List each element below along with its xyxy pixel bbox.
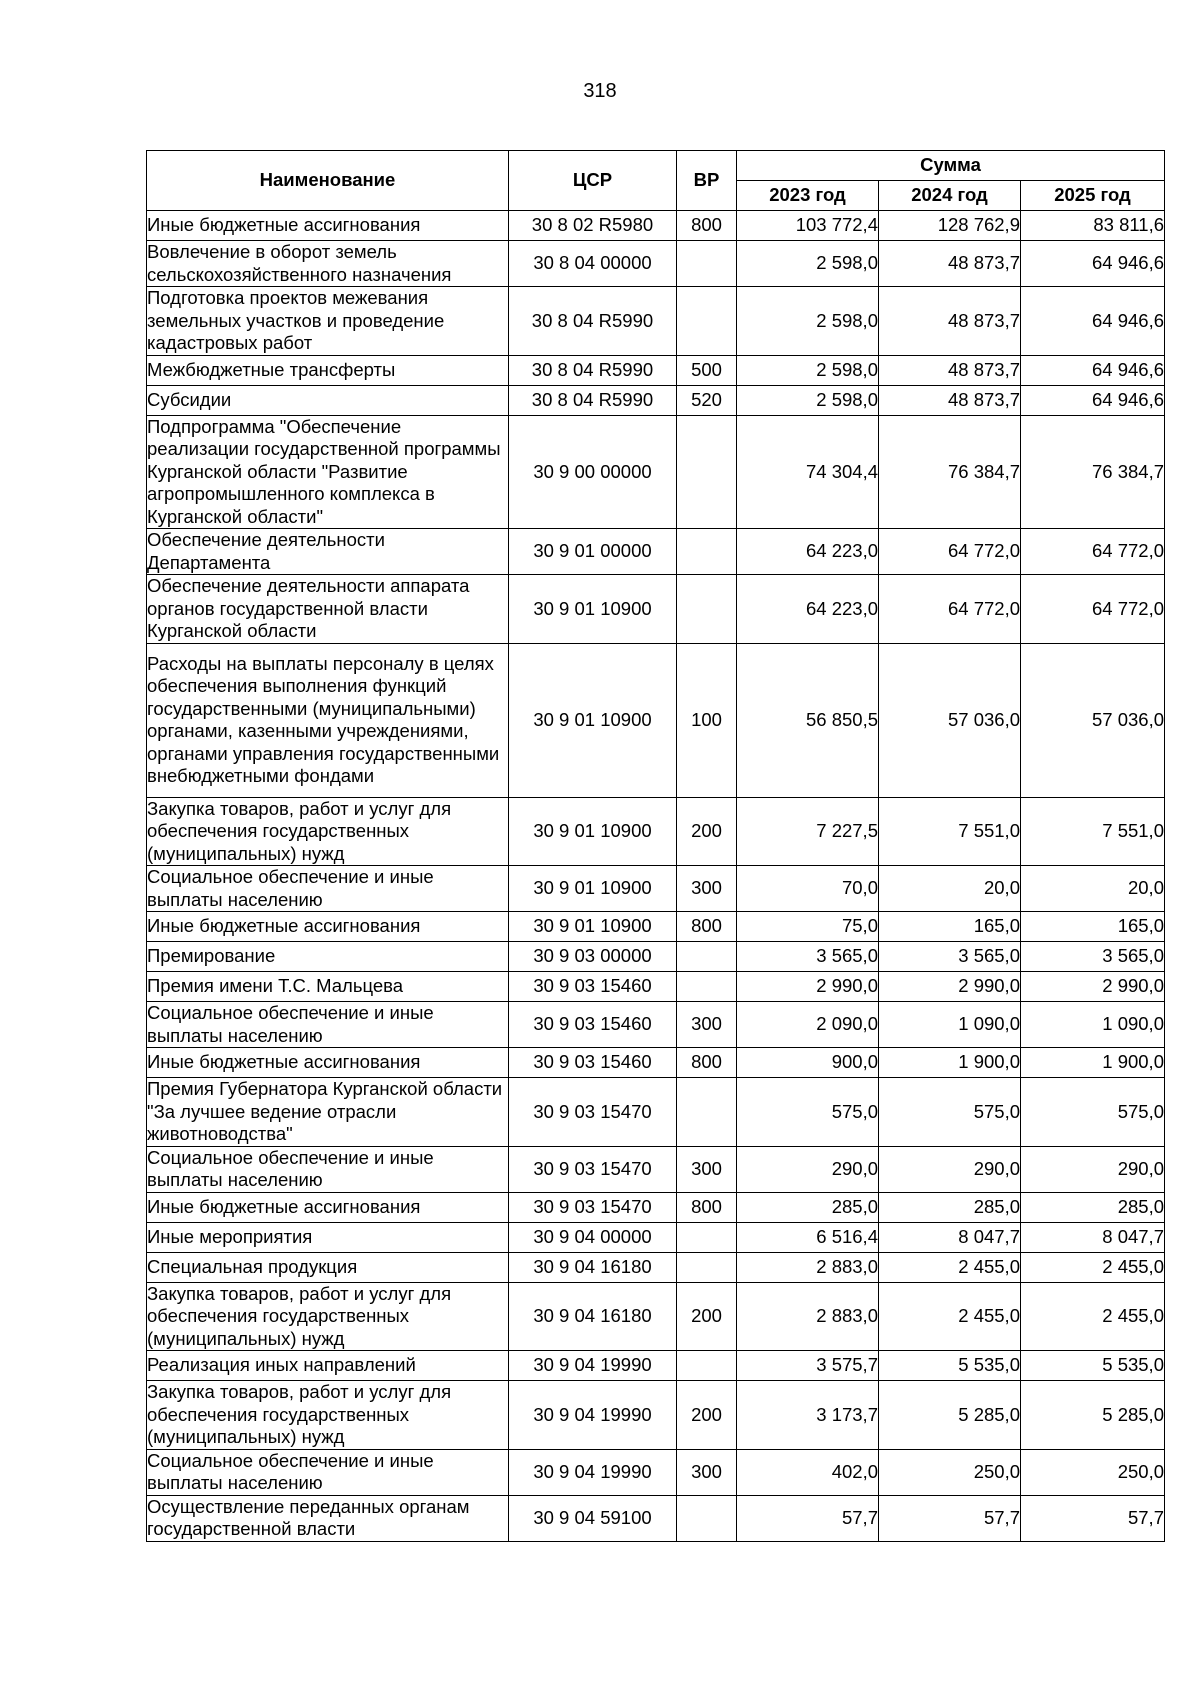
cell-vr [677, 575, 737, 644]
cell-csr: 30 9 04 16180 [509, 1252, 677, 1282]
table-row [147, 1002, 1165, 1048]
cell-vr: 800 [677, 1192, 737, 1222]
table-row [147, 1495, 1165, 1541]
cell-2024: 1 090,0 [879, 1002, 1021, 1048]
table-row [147, 287, 1165, 356]
cell-vr [677, 1252, 737, 1282]
cell-name: Осуществление переданных органам государственной власти [147, 1495, 509, 1541]
header-2024: 2024 год [879, 181, 1021, 211]
cell-csr: 30 9 01 10900 [509, 797, 677, 866]
cell-name: Закупка товаров, работ и услуг для обеспечения государственных (муниципальных) нужд [147, 1381, 509, 1450]
cell-2023: 75,0 [737, 912, 879, 942]
cell-csr: 30 8 04 R5990 [509, 385, 677, 415]
cell-vr: 300 [677, 1002, 737, 1048]
cell-name: Иные бюджетные ассигнования [147, 211, 509, 241]
table-row [147, 1351, 1165, 1381]
cell-name: Социальное обеспечение и иные выплаты населению [147, 1002, 509, 1048]
cell-vr: 300 [677, 1449, 737, 1495]
cell-2023: 57,7 [737, 1495, 879, 1541]
table-row [147, 211, 1165, 241]
cell-csr: 30 9 03 15460 [509, 1048, 677, 1078]
cell-name: Социальное обеспечение и иные выплаты населению [147, 1146, 509, 1192]
cell-2025: 1 090,0 [1021, 1002, 1165, 1048]
cell-vr [677, 1078, 737, 1147]
cell-2025: 7 551,0 [1021, 797, 1165, 866]
cell-2024: 2 455,0 [879, 1252, 1021, 1282]
cell-2025: 5 535,0 [1021, 1351, 1165, 1381]
table-row [147, 241, 1165, 287]
table-row [147, 1078, 1165, 1147]
cell-2023: 70,0 [737, 866, 879, 912]
cell-2024: 128 762,9 [879, 211, 1021, 241]
cell-vr [677, 972, 737, 1002]
cell-2024: 7 551,0 [879, 797, 1021, 866]
table-row [147, 1282, 1165, 1351]
table-row [147, 415, 1165, 529]
cell-vr [677, 241, 737, 287]
cell-2023: 3 565,0 [737, 942, 879, 972]
cell-vr [677, 529, 737, 575]
cell-2023: 2 598,0 [737, 355, 879, 385]
cell-name: Субсидии [147, 385, 509, 415]
table-row [147, 355, 1165, 385]
table-row [147, 1146, 1165, 1192]
cell-name: Специальная продукция [147, 1252, 509, 1282]
cell-csr: 30 9 01 10900 [509, 643, 677, 797]
cell-csr: 30 9 04 00000 [509, 1222, 677, 1252]
cell-2024: 250,0 [879, 1449, 1021, 1495]
cell-name: Иные бюджетные ассигнования [147, 1048, 509, 1078]
cell-2025: 250,0 [1021, 1449, 1165, 1495]
cell-csr: 30 9 01 00000 [509, 529, 677, 575]
cell-2025: 290,0 [1021, 1146, 1165, 1192]
cell-2024: 20,0 [879, 866, 1021, 912]
cell-name: Обеспечение деятельности аппарата органов государственной власти Курганской области [147, 575, 509, 644]
cell-2024: 285,0 [879, 1192, 1021, 1222]
cell-csr: 30 9 03 15470 [509, 1192, 677, 1222]
cell-2025: 2 455,0 [1021, 1282, 1165, 1351]
cell-name: Подпрограмма "Обеспечение реализации государственной программы Курганской области "Развитие агропромышленного комплекса в Курганской области" [147, 415, 509, 529]
cell-csr: 30 9 04 59100 [509, 1495, 677, 1541]
cell-vr: 800 [677, 912, 737, 942]
header-vr: ВР [677, 151, 737, 211]
cell-csr: 30 9 04 19990 [509, 1351, 677, 1381]
cell-name: Подготовка проектов межевания земельных участков и проведение кадастровых работ [147, 287, 509, 356]
table-row [147, 385, 1165, 415]
table-row [147, 942, 1165, 972]
cell-csr: 30 9 03 00000 [509, 942, 677, 972]
table-row [147, 866, 1165, 912]
cell-vr: 200 [677, 797, 737, 866]
cell-2024: 64 772,0 [879, 529, 1021, 575]
table-row [147, 1381, 1165, 1450]
cell-2024: 48 873,7 [879, 241, 1021, 287]
cell-vr: 300 [677, 1146, 737, 1192]
cell-2024: 575,0 [879, 1078, 1021, 1147]
cell-2024: 57 036,0 [879, 643, 1021, 797]
header-2025: 2025 год [1021, 181, 1165, 211]
cell-2025: 2 990,0 [1021, 972, 1165, 1002]
table-row [147, 1449, 1165, 1495]
cell-vr [677, 1222, 737, 1252]
header-sum: Сумма [737, 151, 1165, 181]
cell-2023: 56 850,5 [737, 643, 879, 797]
table-row [147, 1222, 1165, 1252]
cell-2023: 7 227,5 [737, 797, 879, 866]
cell-vr [677, 1351, 737, 1381]
cell-2025: 3 565,0 [1021, 942, 1165, 972]
cell-2025: 575,0 [1021, 1078, 1165, 1147]
cell-2024: 48 873,7 [879, 287, 1021, 356]
cell-2023: 64 223,0 [737, 529, 879, 575]
cell-2025: 76 384,7 [1021, 415, 1165, 529]
cell-csr: 30 9 01 10900 [509, 912, 677, 942]
cell-2024: 57,7 [879, 1495, 1021, 1541]
cell-csr: 30 9 03 15470 [509, 1146, 677, 1192]
cell-vr: 520 [677, 385, 737, 415]
table-row [147, 972, 1165, 1002]
cell-name: Иные бюджетные ассигнования [147, 912, 509, 942]
header-csr: ЦСР [509, 151, 677, 211]
cell-2023: 285,0 [737, 1192, 879, 1222]
cell-2023: 2 598,0 [737, 287, 879, 356]
cell-2023: 103 772,4 [737, 211, 879, 241]
cell-2025: 57,7 [1021, 1495, 1165, 1541]
cell-2024: 76 384,7 [879, 415, 1021, 529]
cell-2023: 74 304,4 [737, 415, 879, 529]
cell-name: Иные мероприятия [147, 1222, 509, 1252]
cell-vr: 200 [677, 1282, 737, 1351]
cell-vr: 500 [677, 355, 737, 385]
page-number: 318 [583, 80, 617, 102]
cell-2025: 165,0 [1021, 912, 1165, 942]
cell-2023: 402,0 [737, 1449, 879, 1495]
cell-2024: 2 455,0 [879, 1282, 1021, 1351]
cell-2025: 64 772,0 [1021, 529, 1165, 575]
cell-2025: 2 455,0 [1021, 1252, 1165, 1282]
cell-2025: 64 946,6 [1021, 241, 1165, 287]
cell-2023: 900,0 [737, 1048, 879, 1078]
cell-2023: 3 173,7 [737, 1381, 879, 1450]
cell-2024: 5 535,0 [879, 1351, 1021, 1381]
table-row [147, 1192, 1165, 1222]
cell-2024: 48 873,7 [879, 355, 1021, 385]
cell-name: Расходы на выплаты персоналу в целях обеспечения выполнения функций государственными (муниципальными) органами, казенными учреждениями, органами управления государственными внебюджетными фондами [147, 643, 509, 797]
cell-2024: 5 285,0 [879, 1381, 1021, 1450]
cell-name: Социальное обеспечение и иные выплаты населению [147, 1449, 509, 1495]
cell-2025: 83 811,6 [1021, 211, 1165, 241]
table-row [147, 1048, 1165, 1078]
cell-name: Межбюджетные трансферты [147, 355, 509, 385]
cell-2024: 290,0 [879, 1146, 1021, 1192]
budget-table [146, 150, 1165, 1542]
cell-2025: 57 036,0 [1021, 643, 1165, 797]
cell-csr: 30 9 03 15460 [509, 972, 677, 1002]
cell-2023: 2 598,0 [737, 241, 879, 287]
cell-vr: 100 [677, 643, 737, 797]
cell-2023: 2 883,0 [737, 1252, 879, 1282]
table-row [147, 575, 1165, 644]
cell-2025: 8 047,7 [1021, 1222, 1165, 1252]
cell-2024: 165,0 [879, 912, 1021, 942]
table-row [147, 1252, 1165, 1282]
cell-2024: 48 873,7 [879, 385, 1021, 415]
cell-csr: 30 8 04 00000 [509, 241, 677, 287]
cell-vr [677, 287, 737, 356]
cell-csr: 30 8 04 R5990 [509, 355, 677, 385]
cell-2025: 20,0 [1021, 866, 1165, 912]
cell-csr: 30 9 04 19990 [509, 1449, 677, 1495]
cell-2023: 2 883,0 [737, 1282, 879, 1351]
cell-csr: 30 9 01 10900 [509, 866, 677, 912]
cell-csr: 30 8 02 R5980 [509, 211, 677, 241]
cell-vr: 800 [677, 1048, 737, 1078]
cell-2025: 64 772,0 [1021, 575, 1165, 644]
cell-2023: 575,0 [737, 1078, 879, 1147]
cell-2023: 2 598,0 [737, 385, 879, 415]
cell-2023: 290,0 [737, 1146, 879, 1192]
cell-name: Премия имени Т.С. Мальцева [147, 972, 509, 1002]
cell-name: Премия Губернатора Курганской области "За лучшее ведение отрасли животноводства" [147, 1078, 509, 1147]
cell-name: Реализация иных направлений [147, 1351, 509, 1381]
cell-2025: 64 946,6 [1021, 385, 1165, 415]
table-row [147, 797, 1165, 866]
cell-vr [677, 942, 737, 972]
cell-name: Закупка товаров, работ и услуг для обеспечения государственных (муниципальных) нужд [147, 1282, 509, 1351]
cell-vr [677, 1495, 737, 1541]
cell-vr: 200 [677, 1381, 737, 1450]
cell-csr: 30 9 03 15470 [509, 1078, 677, 1147]
cell-name: Вовлечение в оборот земель сельскохозяйственного назначения [147, 241, 509, 287]
cell-csr: 30 9 04 16180 [509, 1282, 677, 1351]
cell-csr: 30 9 03 15460 [509, 1002, 677, 1048]
cell-2024: 8 047,7 [879, 1222, 1021, 1252]
cell-2024: 1 900,0 [879, 1048, 1021, 1078]
cell-csr: 30 9 01 10900 [509, 575, 677, 644]
cell-2025: 64 946,6 [1021, 355, 1165, 385]
table-body [147, 211, 1165, 1542]
cell-2023: 64 223,0 [737, 575, 879, 644]
cell-2023: 6 516,4 [737, 1222, 879, 1252]
table-row [147, 912, 1165, 942]
table-row [147, 643, 1165, 797]
cell-2025: 64 946,6 [1021, 287, 1165, 356]
cell-csr: 30 9 00 00000 [509, 415, 677, 529]
cell-2024: 64 772,0 [879, 575, 1021, 644]
table-row [147, 529, 1165, 575]
cell-csr: 30 9 04 19990 [509, 1381, 677, 1450]
cell-name: Премирование [147, 942, 509, 972]
cell-csr: 30 8 04 R5990 [509, 287, 677, 356]
cell-name: Иные бюджетные ассигнования [147, 1192, 509, 1222]
cell-name: Социальное обеспечение и иные выплаты населению [147, 866, 509, 912]
cell-2023: 3 575,7 [737, 1351, 879, 1381]
cell-2025: 1 900,0 [1021, 1048, 1165, 1078]
cell-2024: 2 990,0 [879, 972, 1021, 1002]
cell-2025: 285,0 [1021, 1192, 1165, 1222]
cell-vr: 800 [677, 211, 737, 241]
cell-2023: 2 090,0 [737, 1002, 879, 1048]
cell-2023: 2 990,0 [737, 972, 879, 1002]
cell-vr: 300 [677, 866, 737, 912]
header-2023: 2023 год [737, 181, 879, 211]
header-name: Наименование [147, 151, 509, 211]
cell-name: Обеспечение деятельности Департамента [147, 529, 509, 575]
cell-name: Закупка товаров, работ и услуг для обеспечения государственных (муниципальных) нужд [147, 797, 509, 866]
cell-2024: 3 565,0 [879, 942, 1021, 972]
cell-2025: 5 285,0 [1021, 1381, 1165, 1450]
cell-vr [677, 415, 737, 529]
